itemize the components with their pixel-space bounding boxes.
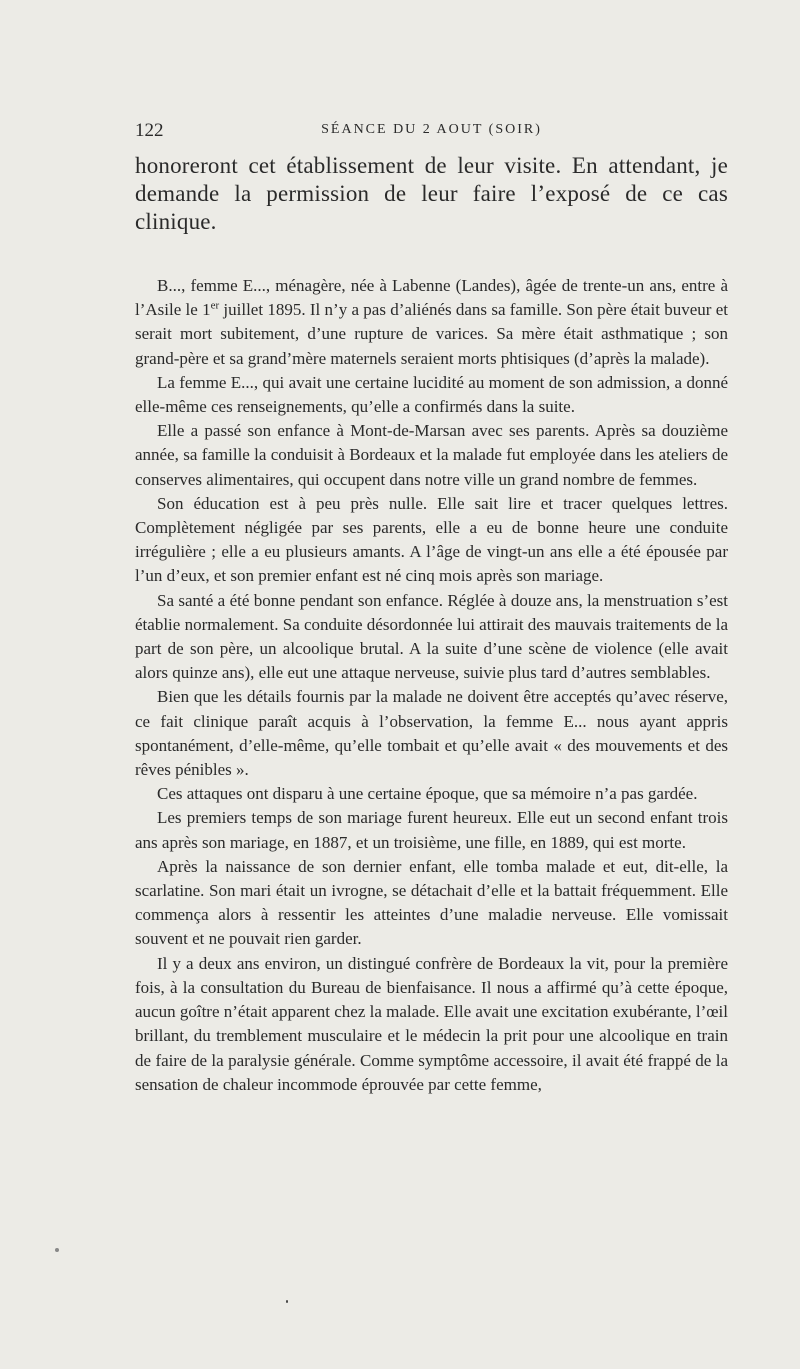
paragraph-7: Ces attaques ont disparu à une certaine époque, que sa mémoire n’a pas gardée.: [157, 784, 698, 804]
paragraph-10: Il y a deux ans environ, un distingué confrère de Bordeaux la vit, pour la première fois, à la consultation du Bureau de bienfaisance. Il nous a affirmé qu’à cette époque, aucun goître n’était apparent chez la malade. Elle avait une excitation exubérante, l’œil brillant, du tremblement musculaire et le médecin la prit pour une alcoolique en train de faire de la paralysie générale. Comme symptôme accessoire, il avait été frappé de la sensation de chaleur incommode éprouvée par cette femme,: [135, 953, 728, 1094]
running-head: SÉANCE DU 2 AOUT (SOIR): [321, 122, 542, 137]
paragraph-9: Après la naissance de son dernier enfant, elle tomba malade et eut, dit-elle, la scarlatine. Son mari était un ivrogne, se détachait d’elle et la battait fréquemment. Elle commença alors à ressentir les atteintes d’une maladie nerveuse. Elle vomissait souvent et ne pouvait rien garder.: [135, 856, 728, 949]
ink-speck: [286, 1300, 288, 1303]
ordinal-superscript: er: [210, 299, 220, 312]
intro-paragraph: honoreront cet établissement de leur visite. En attendant, je demande la permission de leur faire l’exposé de ce cas clinique.: [135, 153, 728, 234]
paragraph-8: Les premiers temps de son mariage furent heureux. Elle eut un second enfant trois ans après son mariage, en 1887, et un troisième, une fille, en 1889, qui est morte.: [135, 808, 728, 852]
paragraph-1-text-a: B..., femme E..., ménagère, née à Labenne (Landes), âgée de trente-un ans, entre à l’Asile le 1: [135, 276, 728, 320]
page-header: [135, 120, 728, 146]
paragraph-4: Son éducation est à peu près nulle. Elle sait lire et tracer quelques lettres. Complètement négligée par ses parents, elle a eu de bonne heure une conduite irrégulière ; elle a eu plusieurs amants. A l’âge de vingt-un ans elle a été épousée par l’un d’eux, et son premier enfant est né cinq mois après son mariage.: [135, 493, 728, 586]
body-text: [135, 152, 728, 1097]
paragraph-2: La femme E..., qui avait une certaine lucidité au moment de son admission, a donné elle-même ces renseignements, qu’elle a confirmés dans la suite.: [135, 372, 728, 417]
ink-speck: [55, 1248, 59, 1252]
paragraph-5: Sa santé a été bonne pendant son enfance. Réglée à douze ans, la menstruation s’est établie normalement. Sa conduite désordonnée lui attirait des mauvais traitements de la part de son père, un alcoolique brutal. A la suite d’une scène de violence (elle avait alors quinze ans), elle eut une attaque nerveuse, suivie plus tard d’autres semblables.: [135, 590, 728, 683]
paragraph-1: [135, 274, 728, 371]
page-number: 122: [135, 120, 164, 141]
paragraph-6: Bien que les détails fournis par la malade ne doivent être acceptés qu’avec réserve, ce fait clinique paraît acquis à l’observation, la femme E... nous ayant appris spontanément, d’elle-même, qu’elle tombait et qu’elle avait « des mouvements et des rêves pénibles ».: [135, 687, 728, 780]
paragraph-3: Elle a passé son enfance à Mont-de-Marsan avec ses parents. Après sa douzième année, sa famille la conduisit à Bordeaux et la malade fut employée dans les ateliers de conserves alimentaires, qui occupent dans notre ville un grand nombre de femmes.: [135, 421, 728, 489]
paragraph-1-text-b: juillet 1895. Il n’y a pas d’aliénés dans sa famille. Son père était buveur et serait mort subitement, d’une rupture de varices. Sa mère était asthmatique ; son grand-père et sa grand’mère maternels seraient morts phtisiques (d’après la malade).: [135, 300, 728, 368]
